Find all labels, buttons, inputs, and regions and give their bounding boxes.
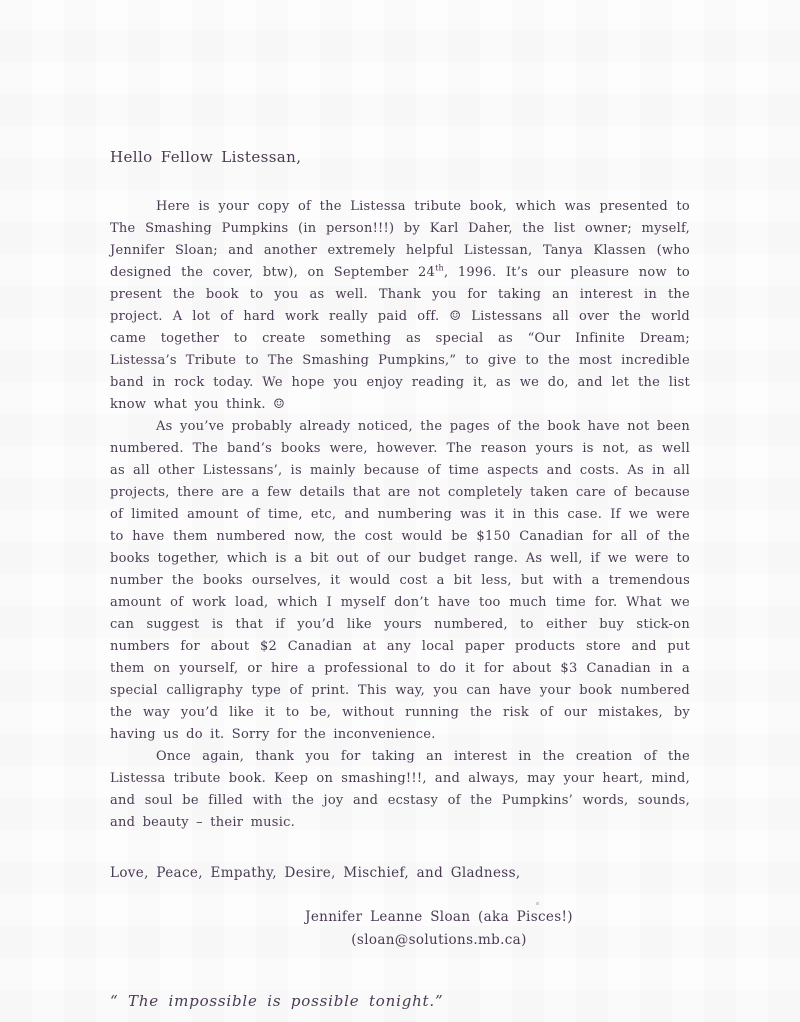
salutation: Hello Fellow Listessan, <box>110 148 302 166</box>
letter-content <box>110 146 690 1012</box>
signature-block <box>110 906 690 952</box>
letter-body <box>110 196 690 834</box>
signature-email: (sloan@solutions.mb.ca) <box>351 932 527 948</box>
paragraph-3: Once again, thank you for taking an interest in the creation of the Listessa tribute book. Keep on smashing!!!, and always, may your heart, mind, and soul be filled with the joy and ecstasy of the Pumpkins’ words, sounds, and beauty – their music. <box>110 749 690 830</box>
paragraph-1-text-b: , 1996. It’s our pleasure now to present the book to you as well. Thank you for taking an interest in the project. A lot of hard work really paid off. ☺ Listessans all over the world came together to create something as special as “Our Infinite Dream; Listessa’s Tribute to The Smashing Pumpkins,” to give to the most incredible band in rock today. We hope you enjoy reading it, as we do, and let the list know what you think. ☺ <box>110 265 690 412</box>
closing-line: Love, Peace, Empathy, Desire, Mischief, and Gladness, <box>110 865 521 881</box>
signature-name: Jennifer Leanne Sloan (aka Pisces!) <box>305 909 573 925</box>
scan-artifact-speck <box>536 902 539 905</box>
ordinal-superscript: th <box>435 263 444 273</box>
paragraph-2: As you’ve probably already noticed, the pages of the book have not been numbered. The band’s books were, however. The reason yours is not, as well as all other Listessans’, is mainly because of time aspects and costs. As in all projects, there are a few details that are not completely taken care of because of limited amount of time, etc, and numbering was it in this case. If we were to have them numbered now, the cost would be $150 Canadian for all of the books together, which is a bit out of our budget range. As well, if we were to number the books ourselves, it would cost a bit less, but with a tremendous amount of work load, which I myself don’t have too much time for. What we can suggest is that if you’d like yours numbered, to either buy stick-on numbers for about $2 Canadian at any local paper products store and put them on yourself, or hire a professional to do it for about $3 Canadian in a special calligraphy type of print. This way, you can have your book numbered the way you’d like it to be, without running the risk of our mistakes, by having us do it. Sorry for the inconvenience. <box>110 419 690 742</box>
quote-line: “ The impossible is possible tonight.” <box>110 992 444 1010</box>
paragraph-1-text-a: Here is your copy of the Listessa tribute book, which was presented to The Smashing Pumpkins (in person!!!) by Karl Daher, the list owner; myself, Jennifer Sloan; and another extremely helpful Listessan, Tanya Klassen (who designed the cover, btw), on September 24 <box>110 199 690 280</box>
paragraph-1 <box>110 196 690 416</box>
